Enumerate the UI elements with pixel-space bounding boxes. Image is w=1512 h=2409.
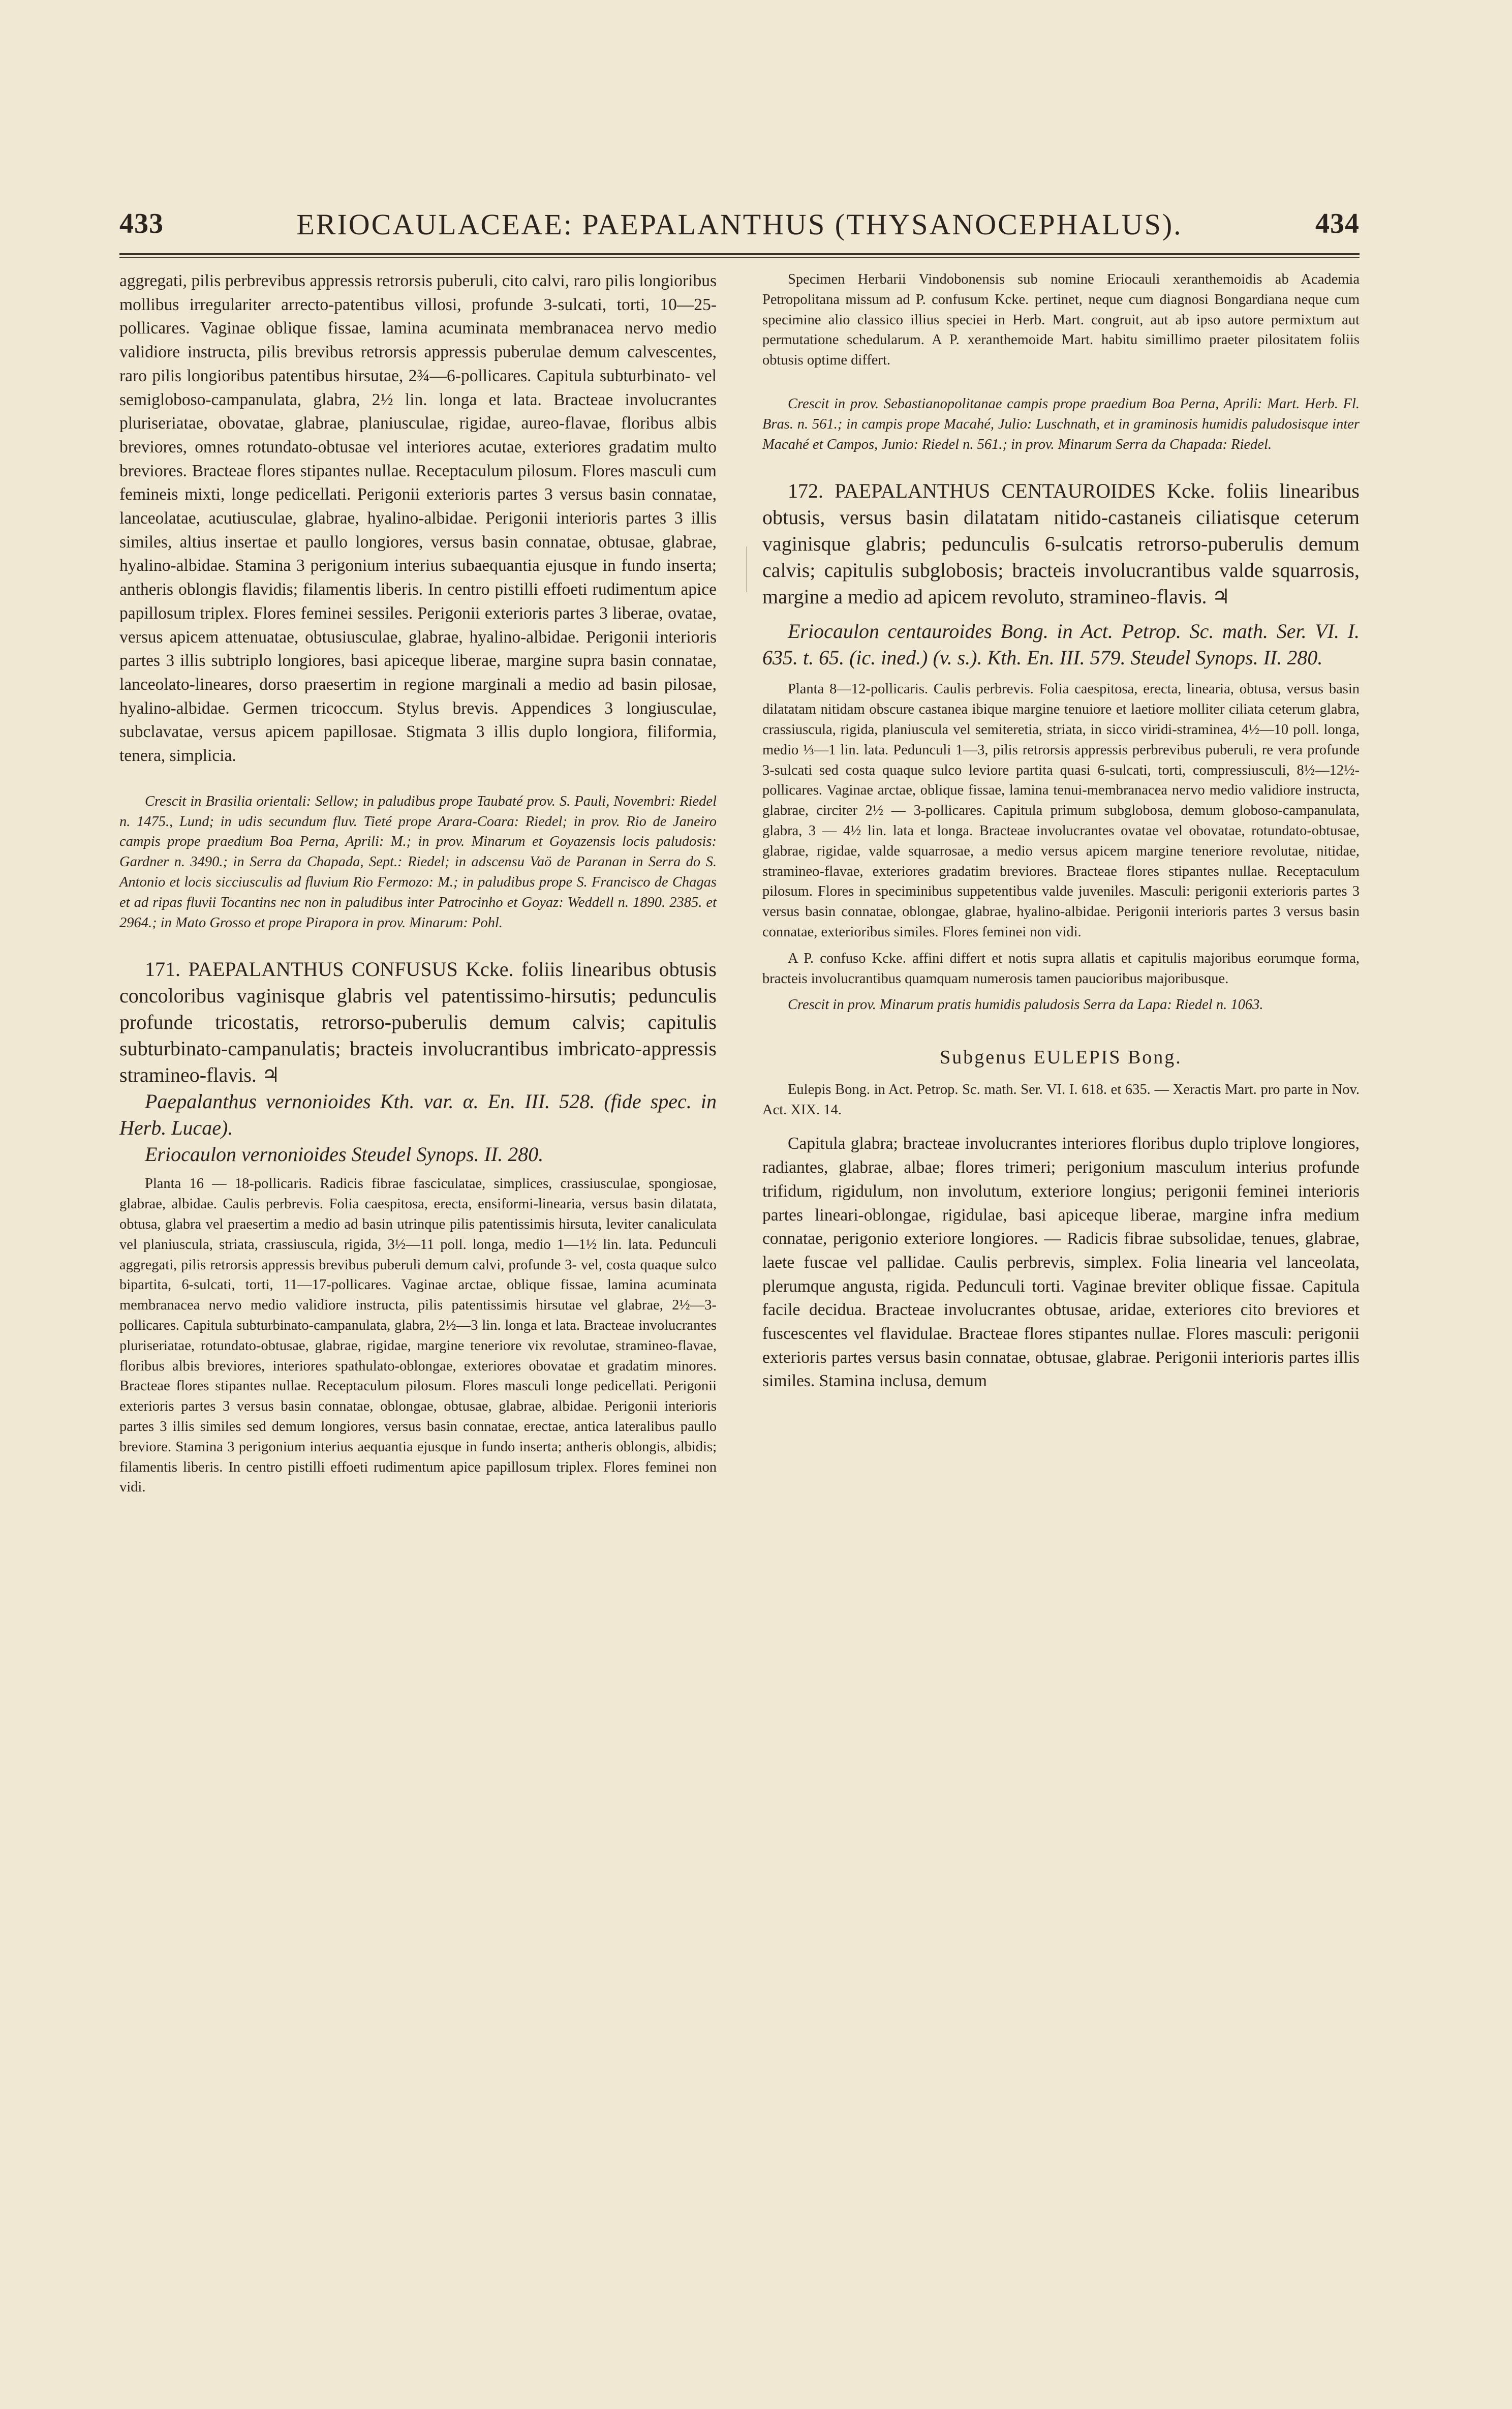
habitat-note-172: Crescit in prov. Minarum pratis humidis paludosis Serra da Lapa: Riedel n. 1063. <box>788 997 1263 1013</box>
subgenus-description: Capitula glabra; bracteae involucrantes interiores floribus duplo triplove longiores, radiantes, glabrae, albae; flores trimeri; perigonium masculum interius profunde trifidum, rigidulum, non involutum, exteriore longius; perigonii feminei interioris partes lineari-oblongae, rigidulae, basi apiceque liberae, margine infra medium connatae, perigonio exteriore longiores. — Radicis fibrae subsolidae, tenues, glabrae, laete fuscae vel pallidae. Caulis perbrevis, simplex. Folia linearia vel lanceolata, plerumque angusta, rigida. Pedunculi torti. Vaginae breviter oblique fissae. Capitula facile decidua. Bracteae involucrantes obtusae, aridae, exteriores cito breviores et fuscescentes vel flavidulae. Bracteae flores stipantes nullae. Flores masculi: perigonii exterioris partes versus basin connatae, obtusae, glabrae. Perigonii interioris partes illis similes. Stamina inclusa, demum <box>762 1134 1360 1391</box>
header-rule <box>119 253 1360 255</box>
species-171-heading: 171. PAEPALANTHUS CONFUSUS Kcke. foliis linearibus obtusis concoloribus vaginisque glabris vel patentissimo-hirsutis; pedunculis profunde tricostatis, retrorso-puberulis demum calvis; capitulis subturbinato-campanulatis; bracteis involucrantibus imbricato-appressis stramineo-flavis. ♃ <box>119 958 717 1087</box>
page-number-right: 434 <box>1315 208 1360 239</box>
species-172-heading: 172. PAEPALANTHUS CENTAUROIDES Kcke. foliis linearibus obtusis, versus basin dilatatam nitido-castaneis ciliatisque ceterum vaginisque glabris; pedunculis 6-sulcatis retrorso-puberulis demum calvis; capitulis subglobosis; bracteis involucrantibus valde squarrosis, margine a medio ad apicem revoluto, stramineo-flavis. ♃ <box>762 479 1360 608</box>
species-172-description: Planta 8—12-pollicaris. Caulis perbrevis. Folia caespitosa, erecta, linearia, obtusa, versus basin dilatatam nitidam obscure castanea ibique margine tenuiore et laetiore molliter ciliata ceterum glabra, crassiuscula, rigida, planiuscula vel semiteretia, striata, in sicco viridi-straminea, 4½—10 poll. longa, medio ⅓—1 lin. lata. Pedunculi 1—3, pilis retrorsis appressis perbrevibus puberuli, re vera profunde 3-sulcati sed costa quaque sulco leviore partita quasi 6-sulcati, torti, compressiusculi, 8½—12½-pollicares. Vaginae arctae, oblique fissae, lamina tenui-membranacea nervo medio validiore instructa, glabrae, circiter 2½ — 3-pollicares. Capitula primum subglobosa, demum globoso-campanulata, glabra, 3 — 4½ lin. lata et longa. Bracteae involucrantes ovatae vel obovatae, rotundato-obtusae, glabrae, rigidae, valde squarrosae, a medio versus apicem margine teneriore revolutae, nitidae, stramineo-flavae, exteriores gradatim breviores. Bracteae flores stipantes nullae. Receptaculum pilosum. Flores in speciminibus suppetentibus valde juveniles. Masculi: perigonii exterioris partes 3 versus basin connatae, oblongae, glabrae, hyalino-albidae. Perigonii interioris partes 3 versus basin connatae, exterioribus similes. Flores feminei non vidi. <box>762 681 1360 940</box>
species-171-description: Planta 16 — 18-pollicaris. Radicis fibrae fasciculatae, simplices, crassiusculae, spongiosae, glabrae, albidae. Caulis perbrevis. Folia caespitosa, erecta, ensiformi-linearia, versus basin dilatata, obtusa, glabra vel praesertim a medio ad basin utrinque pilis patentissimis hirsuta, leviter canaliculata vel planiuscula, striata, crassiuscula, rigida, 3½—11 poll. longa, medio 1—1½ lin. lata. Pedunculi aggregati, pilis retrorsis appressis brevibus puberuli demum calvi, profunde 3- vel, costa quaque sulco bipartita, 6-sulcati, torti, 11—17-pollicares. Vaginae arctae, oblique fissae, lamina acuminata membranacea nervo medio validiore instructa, pilis patentissimis hirsutae vel glabrae, 2½—3-pollicares. Capitula subturbinato-campanulata, glabra, 2½—3 lin. longa et lata. Bracteae involucrantes pluriseriatae, rotundato-obtusae, glabrae, rigidae, margine teneriore vix revolutae, stramineo-flavae, floribus albis breviores, interiores spathulato-oblongae, exteriores obovatae et gradatim minores. Bracteae flores stipantes nullae. Receptaculum pilosum. Flores masculi longe pedicellati. Perigonii exterioris partes 3 versus basin connatae, oblongae, obtusae, glabrae, albidae. Perigonii interioris partes 3 illis similes sed demum longiores, versus basin connatae, erectae, antica lateralibus paullo breviore. Stamina 3 perigonium interius aequantia ejusque in fundo inserta; antheris oblongis, albidis; filamentis liberis. In centro pistilli effoeti rudimentum apice papillosum triplex. Flores feminei non vidi. <box>119 1176 717 1496</box>
page-number-left: 433 <box>119 208 164 239</box>
subgenus-heading: Subgenus EULEPIS Bong. <box>940 1047 1182 1069</box>
specimen-note: Specimen Herbarii Vindobonensis sub nomine Eriocauli xeranthemoidis ab Academia Petropolitana missum ad P. confusum Kcke. pertinet, neque cum diagnosi Bongardiana neque cum specimine alio classico illius speciei in Herb. Mart. congruit, aut ab ipso autore permixtum aut permutatione schedularum. A P. xeranthemoide Mart. habitu simillimo praeter pilositatem foliis obtusis optime differt. <box>762 271 1360 369</box>
synonym-2: Eriocaulon vernonioides Steudel Synops. II. 280. <box>145 1143 544 1166</box>
header-rule-thin <box>119 257 1360 258</box>
running-header <box>119 207 1360 248</box>
affinity-note: A P. confuso Kcke. affini differt et notis supra allatis et capitulis majoribus eorumque forma, bracteis involucrantibus quamquam numerosis tamen paucioribus majoribusque. <box>762 950 1360 987</box>
subgenus-synonymy: Eulepis Bong. in Act. Petrop. Sc. math. Ser. VI. I. 618. et 635. — Xeractis Mart. pro parte in Nov. Act. XIX. 14. <box>762 1081 1360 1118</box>
synonym-1: Paepalanthus vernonioides Kth. var. α. En. III. 528. (fide spec. in Herb. Lucae). <box>119 1090 717 1140</box>
habitat-note: Crescit in Brasilia orientali: Sellow; in paludibus prope Taubaté prov. S. Pauli, Novembri: Riedel n. 1475., Lund; in udis secundum fluv. Tieté prope Arara-Coara: Riedel; in prov. Rio de Janeiro campis prope praedium Boa Perna, Aprili: M.; in prov. Minarum et Goyazensis locis paludosis: Gardner n. 3490.; in Serra da Chapada, Sept.: Riedel; in adscensu Vaö de Paranan in Serra do S. Antonio et locis sicciusculis ad fluvium Rio Fermozo: M.; in paludibus prope S. Francisco de Chagas et ad ripas fluvii Tocantins nec non in paludibus inter Patrocinho et Goyaz: Weddell n. 1890. 2385. et 2964.; in Mato Grosso et prope Pirapora in prov. Minarum: Pohl. <box>119 793 717 931</box>
synonym-172: Eriocaulon centauroides Bong. in Act. Petrop. Sc. math. Ser. VI. I. 635. t. 65. (ic. ined.) (v. s.). Kth. En. III. 579. Steudel Synops. II. 280. <box>762 620 1360 669</box>
left-column <box>119 269 717 1498</box>
running-title: ERIOCAULACEAE: PAEPALANTHUS (THYSANOCEPHALUS). <box>296 208 1183 241</box>
right-column <box>762 269 1360 1393</box>
habitat-note-171: Crescit in prov. Sebastianopolitanae campis prope praedium Boa Perna, Aprili: Mart. Herb. Fl. Bras. n. 561.; in campis prope Macahé, Julio: Luschnath, et in graminosis humidis paludosisque inter Macahé et Campos, Junio: Riedel n. 561.; in prov. Minarum Serra da Chapada: Riedel. <box>762 395 1360 452</box>
description-continued: aggregati, pilis perbrevibus appressis retrorsis puberuli, cito calvi, raro pilis longioribus mollibus irregulariter arrecto-patentibus villosi, profunde 3-sulcati, torti, 10—25-pollicares. Vaginae oblique fissae, lamina acuminata membranacea nervo medio validiore instructa, pilis brevibus retrorsis appressis puberulae demum calvescentes, raro pilis longioribus patentibus hirsutae, 2¾—6-pollicares. Capitula subturbinato- vel semigloboso-campanulata, glabra, 2½ lin. longa et lata. Bracteae involucrantes pluriseriatae, obovatae, glabrae, planiusculae, rigidae, aureo-flavae, floribus albis breviores, omnes rotundato-obtusae vel interiores acutae, exteriores gradatim multo breviores. Bracteae flores stipantes nullae. Receptaculum pilosum. Flores masculi cum femineis mixti, longe pedicellati. Perigonii exterioris partes 3 versus basin connatae, lanceolatae, acutiusculae, glabrae, hyalino-albidae. Perigonii interioris partes 3 illis similes, altius insertae et paullo longiores, versus basin connatae, obtusae, glabrae, hyalino-albidae. Stamina 3 perigonium interius subaequantia ejusque in fundo inserta; antheris oblongis flavidis; filamentis liberis. In centro pistilli effoeti rudimentum apice papillosum triplex. Flores feminei sessiles. Perigonii exterioris partes 3 liberae, ovatae, versus apicem attenuatae, obtusiusculae, glabrae, hyalino-albidae. Perigonii interioris partes 3 illis subtriplo longiores, basi apiceque liberae, margine supra basin connatae, lanceolato-lineares, dorso praesertim in regione marginali a medio ad basin pilosae, hyalino-albidae. Germen tricoccum. Stylus brevis. Appendices 3 longiusculae, subclavatae, versus apicem papillosae. Stigmata 3 illis duplo longiora, filiformia, tenera, simplicia. <box>119 271 717 766</box>
